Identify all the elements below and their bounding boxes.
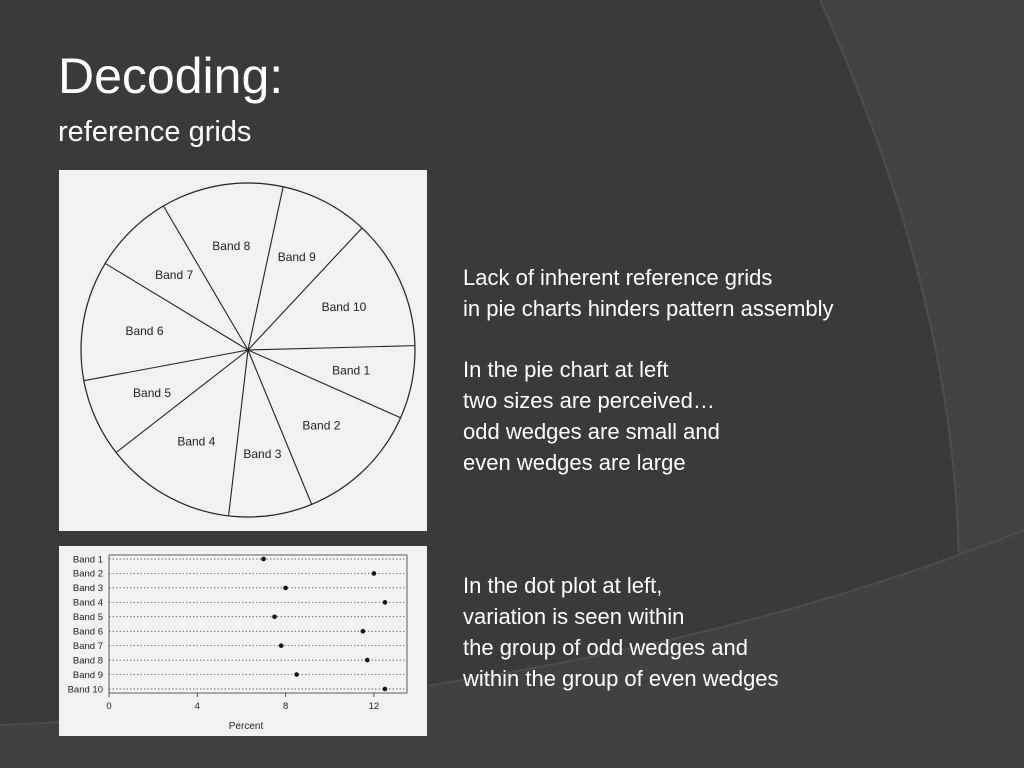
pie-label-band-3: Band 3 <box>243 447 282 462</box>
dot-label-band-9: Band 9 <box>72 669 103 681</box>
x-tick-label: 12 <box>368 701 380 712</box>
dot-label-band-10: Band 10 <box>67 684 103 696</box>
pie-divider <box>248 228 362 350</box>
pie-label-band-2: Band 2 <box>302 418 341 433</box>
slide-subtitle: reference grids <box>58 116 252 148</box>
dot-label-band-2: Band 2 <box>72 568 103 580</box>
text-line: in pie charts hinders pattern assembly <box>463 296 834 321</box>
pie-divider <box>84 350 248 381</box>
pie-divider <box>248 350 401 418</box>
pie-divider <box>248 346 415 350</box>
text-line: two sizes are perceived… <box>463 388 715 413</box>
dot-label-band-3: Band 3 <box>72 583 103 595</box>
x-tick-label: 8 <box>282 701 289 712</box>
slide-title: Decoding: <box>58 48 284 104</box>
dot-label-band-1: Band 1 <box>72 554 103 566</box>
dot-band-4 <box>383 600 388 605</box>
text-block-pie-sizes <box>463 354 720 478</box>
pie-divider <box>229 350 248 516</box>
text-block-pie-grids <box>463 262 834 324</box>
text-line: the group of odd wedges and <box>463 635 749 660</box>
pie-label-band-6: Band 6 <box>125 324 164 339</box>
pie-divider <box>248 187 283 350</box>
text-line: In the dot plot at left, <box>463 573 663 598</box>
dot-band-9 <box>294 672 299 677</box>
pie-label-band-8: Band 8 <box>212 239 251 254</box>
plot-frame <box>109 555 407 693</box>
pie-slice-3 <box>229 350 312 517</box>
pie-label-band-1: Band 1 <box>332 363 371 378</box>
dot-plot <box>59 546 427 736</box>
text-line: within the group of even wedges <box>463 666 779 691</box>
dot-label-band-8: Band 8 <box>72 655 103 667</box>
pie-slice-4 <box>116 350 248 516</box>
x-tick-label: 0 <box>106 701 112 712</box>
pie-slice-8 <box>163 183 283 350</box>
pie-slice-10 <box>248 228 415 350</box>
pie-label-band-7: Band 7 <box>155 268 194 283</box>
dot-band-3 <box>283 586 288 591</box>
dot-label-band-6: Band 6 <box>72 626 103 638</box>
pie-label-band-9: Band 9 <box>277 249 316 264</box>
pie-chart-panel <box>59 170 427 531</box>
dot-plot-panel <box>59 546 427 736</box>
pie-slice-1 <box>248 346 415 418</box>
text-line: Lack of inherent reference grids <box>463 265 773 290</box>
x-tick-label: 4 <box>194 701 200 712</box>
pie-label-band-5: Band 5 <box>133 386 172 401</box>
dot-label-band-5: Band 5 <box>72 612 103 624</box>
dot-band-7 <box>279 643 284 648</box>
dot-band-1 <box>261 557 266 562</box>
text-line: odd wedges are small and <box>463 419 720 444</box>
pie-label-band-4: Band 4 <box>177 434 216 449</box>
dot-band-6 <box>361 629 366 634</box>
dot-band-8 <box>365 658 370 663</box>
dot-label-band-4: Band 4 <box>72 597 103 609</box>
text-block-dot-plot <box>463 570 779 694</box>
x-axis-label: Percent <box>228 721 264 732</box>
text-line: In the pie chart at left <box>463 357 669 382</box>
dot-label-band-7: Band 7 <box>72 640 103 652</box>
dot-band-10 <box>383 687 388 692</box>
dot-band-2 <box>372 571 377 576</box>
dot-band-5 <box>272 614 277 619</box>
pie-chart <box>59 170 427 531</box>
pie-label-band-10: Band 10 <box>321 299 367 314</box>
text-line: variation is seen within <box>463 604 685 629</box>
text-line: even wedges are large <box>463 450 686 475</box>
